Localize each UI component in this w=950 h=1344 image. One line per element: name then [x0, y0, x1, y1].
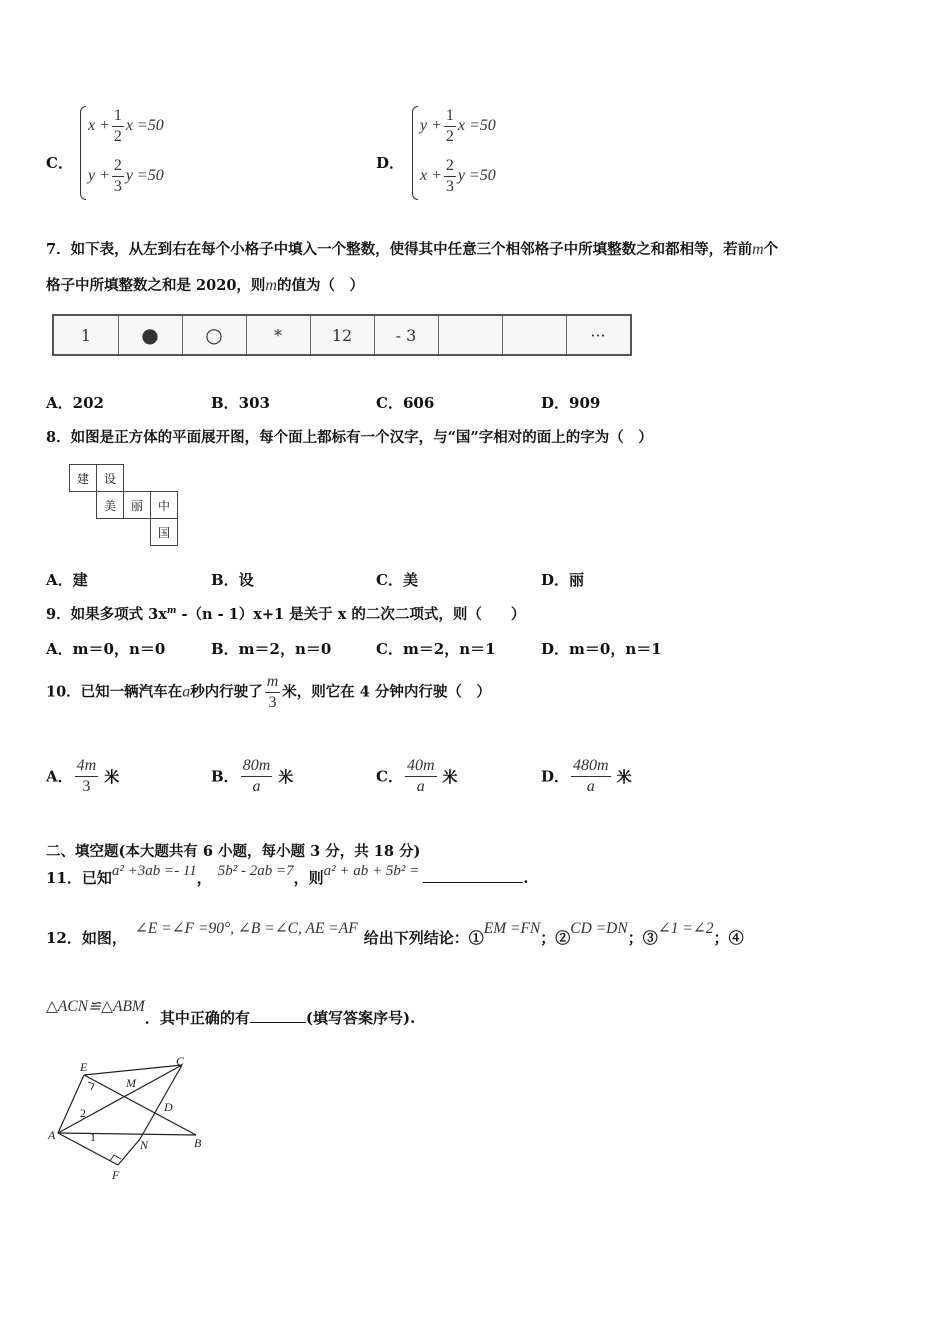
- net-face: 美: [97, 492, 124, 519]
- q6-option-d-eq2: x + $\frac{2}{3}$ y =50: [420, 157, 496, 195]
- q10-option-d[interactable]: D． $\frac{480m}{a}$ 米: [541, 757, 632, 795]
- q7-option-c[interactable]: C．606: [376, 394, 435, 412]
- segment-eb: [84, 1075, 196, 1135]
- q8-stem: 8．如图是正方体的平面展开图，每个面上都标有一个汉字，与“国”字相对的面上的字为（ ）: [46, 429, 653, 446]
- q10-option-a[interactable]: A． $\frac{4m}{3}$ 米: [46, 757, 120, 795]
- q7-option-d[interactable]: D．909: [541, 394, 601, 412]
- label-e: E: [80, 1060, 88, 1074]
- right-angle-mark: [110, 1155, 121, 1161]
- q6-option-c-eq2: y + $\frac{2}{3}$ y =50: [88, 157, 164, 195]
- q12-stem-line1: 12．如图，∠E =∠F =90°, ∠B =∠C, AE =AF给出下列结论：①EM =FN；②CD =DN；③∠1 =∠2；④: [46, 920, 744, 947]
- q7-number-strip: [52, 314, 632, 356]
- net-face: 建: [70, 465, 97, 492]
- segment-ac: [58, 1065, 182, 1133]
- strip-cell: [438, 316, 503, 354]
- q6-option-c-brace: [80, 106, 86, 200]
- q6-option-d-eq1: y + $\frac{1}{2}$ x =50: [420, 107, 496, 145]
- q6-option-c-letter: C．: [46, 154, 73, 172]
- q7-stem-line1: 7．如下表，从左到右在每个小格子中填入一个整数，使得其中任意三个相邻格子中所填整数之和都相等，若前m个: [46, 241, 779, 258]
- net-face: 丽: [124, 492, 151, 519]
- q6-option-c-eq1: x + $\frac{1}{2}$ x =50: [88, 107, 164, 145]
- section-heading: 二、填空题(本大题共有 6 小题，每小题 3 分，共 18 分): [46, 843, 421, 860]
- right-angle-mark: [88, 1082, 94, 1090]
- q10-stem: 10．已知一辆汽车在a秒内行驶了 $\frac{m}{3}$ 米，则它在 4 分钟内行驶（ ）: [46, 673, 491, 711]
- q9-option-c[interactable]: C．m＝2，n＝1: [376, 640, 496, 658]
- net-face: 中: [151, 492, 178, 519]
- segment-fn: [118, 1139, 140, 1165]
- net-face: 国: [151, 519, 178, 546]
- filled-circle-icon: ●: [118, 316, 183, 354]
- q12-answer-blank[interactable]: [250, 1022, 306, 1023]
- net-face: 设: [97, 465, 124, 492]
- q8-option-d[interactable]: D．丽: [541, 571, 585, 589]
- strip-cell: 1: [54, 316, 119, 354]
- ellipsis-icon: ···: [590, 325, 606, 345]
- label-d: D: [164, 1100, 173, 1114]
- q9-stem: 9．如果多项式 $3x^m$ -（n - 1）x+1 是关于 x 的二次二项式，则（ ）: [46, 606, 526, 623]
- label-2: 2: [80, 1106, 86, 1120]
- q11-answer-blank[interactable]: [423, 882, 523, 883]
- label-a: A: [48, 1128, 56, 1142]
- segment-af: [58, 1133, 118, 1165]
- q11-stem: 11．已知a² +3ab =- 11， 5b² - 2ab =7，则a² + ab + 5b² = .: [46, 863, 529, 887]
- segment-ab: [58, 1133, 196, 1135]
- strip-cell: - 3: [374, 316, 439, 354]
- q6-option-d-brace: [412, 106, 418, 200]
- segment-ae: [58, 1075, 84, 1133]
- q12-stem-line2: △ACN≌△ABM．其中正确的有 (填写答案序号).: [46, 998, 416, 1027]
- hollow-circle-icon: ○: [182, 316, 247, 354]
- q10-option-b[interactable]: B． $\frac{80m}{a}$ 米: [211, 757, 294, 795]
- q7-stem-line2: 格子中所填整数之和是 2020，则m的值为（ ）: [46, 277, 364, 294]
- q8-cube-net: [69, 464, 178, 546]
- asterisk-icon: *: [246, 316, 311, 354]
- q9-option-d[interactable]: D．m＝0，n＝1: [541, 640, 662, 658]
- strip-cell: 12: [310, 316, 375, 354]
- q8-option-b[interactable]: B．设: [211, 571, 254, 589]
- label-b: B: [194, 1136, 202, 1150]
- q12-geometry-figure: [44, 1055, 214, 1185]
- q7-option-a[interactable]: A．202: [46, 394, 104, 412]
- label-f: F: [112, 1168, 120, 1182]
- q9-option-a[interactable]: A．m＝0，n＝0: [46, 640, 166, 658]
- q10-option-c[interactable]: C． $\frac{40m}{a}$ 米: [376, 757, 458, 795]
- q6-option-d-letter: D．: [376, 154, 405, 172]
- q8-option-c[interactable]: C．美: [376, 571, 418, 589]
- q7-option-b[interactable]: B．303: [211, 394, 270, 412]
- label-n: N: [140, 1138, 149, 1152]
- q8-option-a[interactable]: A．建: [46, 571, 88, 589]
- label-m: M: [126, 1076, 136, 1090]
- strip-cell: [502, 316, 567, 354]
- q9-option-b[interactable]: B．m＝2，n＝0: [211, 640, 332, 658]
- label-1: 1: [90, 1130, 96, 1144]
- label-c: C: [176, 1055, 185, 1068]
